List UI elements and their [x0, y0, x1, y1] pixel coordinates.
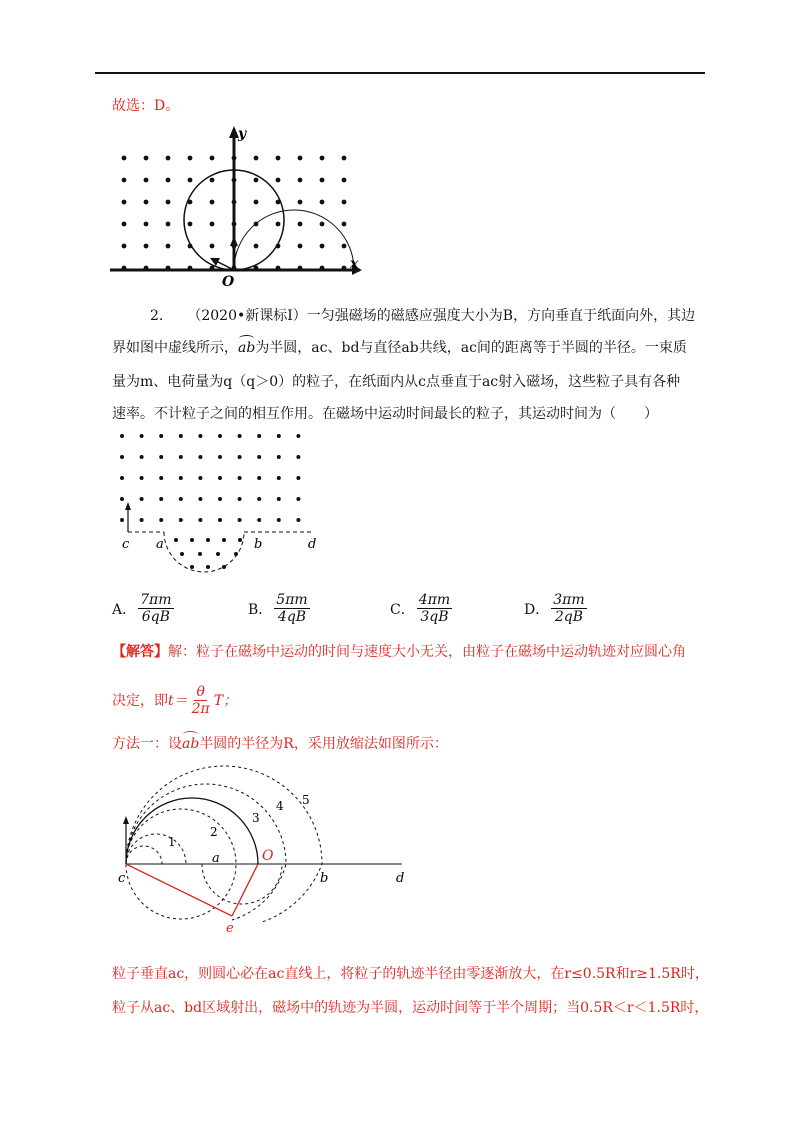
svg-text:3: 3	[252, 811, 260, 825]
question-line-1	[150, 306, 695, 326]
question-line-2: 界如图中虚线所示，ab为半圆，ac、bd与直径ab共线，ac间的距离等于半圆的半径。一束质	[112, 340, 687, 356]
y-label: y	[238, 126, 247, 142]
header-rule	[95, 72, 705, 74]
option-d[interactable]: D． $\frac{3\pi m}{2qB}$	[524, 592, 585, 625]
x-label: x	[350, 256, 359, 272]
option-c[interactable]: C． $\frac{4\pi m}{3qB}$	[390, 592, 451, 625]
label-b: b	[254, 537, 263, 552]
svg-text:e: e	[226, 921, 234, 936]
svg-text:a: a	[212, 851, 220, 866]
red-line-ce	[126, 864, 232, 916]
arc-ab: ab	[238, 340, 256, 356]
field-dots	[120, 434, 300, 569]
label-d: d	[308, 537, 317, 552]
svg-text:2: 2	[210, 825, 218, 839]
svg-text:c: c	[118, 871, 126, 886]
question-number: 2.	[150, 308, 164, 324]
semicircle-boundary	[164, 532, 244, 572]
label-a: a	[156, 537, 164, 552]
svg-text:O: O	[262, 848, 274, 864]
solution-line-b: 粒子从ac、bd区域射出，磁场中的轨迹为半圆，运动时间等于半个周期；当0.5R＜r＜1.5R时，	[112, 1000, 709, 1016]
solution-method-line: 方法一：设ab半圆的半径为R，采用放缩法如图所示：	[112, 736, 448, 752]
figure-boundary-semicircle	[112, 428, 332, 578]
trajectory-semicircle	[234, 210, 354, 270]
question-line-4: 速率。不计粒子之间的相互作用。在磁场中运动时间最长的粒子，其运动时间为（ ）	[112, 406, 658, 422]
solution-line-1: 【解答】解：粒子在磁场中运动的时间与速度大小无关，由粒子在磁场中运动轨迹对应圆心角	[112, 644, 686, 660]
figure-magnetic-field-circles	[110, 120, 370, 290]
solution-line-2: 决定，即 t＝ $\frac{\theta}{2\pi}$ T；	[112, 684, 238, 717]
figure-scaling-method	[112, 760, 432, 940]
svg-text:5: 5	[302, 793, 310, 807]
svg-text:d: d	[396, 871, 405, 886]
svg-text:b: b	[320, 871, 329, 886]
question-text-1: （2020•新课标Ⅰ）一匀强磁场的磁感应强度大小为B，方向垂直于纸面向外，其边	[187, 308, 696, 324]
label-c: c	[122, 537, 130, 552]
previous-answer: 故选：D。	[112, 98, 180, 114]
solution-line-a: 粒子垂直ac，则圆心必在ac直线上，将粒子的轨迹半径由零逐渐放大，在r≤0.5R和r≥1.5R时，	[112, 966, 709, 982]
origin-label: O	[222, 274, 235, 290]
svg-text:4: 4	[276, 799, 284, 813]
option-a[interactable]: A． $\frac{7\pi m}{6qB}$	[112, 592, 172, 625]
svg-text:1: 1	[168, 835, 176, 849]
solution-tag: 【解答】	[112, 644, 168, 660]
question-line-3: 量为m、电荷量为q（q＞0）的粒子，在纸面内从c点垂直于ac射入磁场，这些粒子具有各种	[112, 374, 681, 390]
option-b[interactable]: B． $\frac{5\pi m}{4qB}$	[248, 592, 308, 625]
